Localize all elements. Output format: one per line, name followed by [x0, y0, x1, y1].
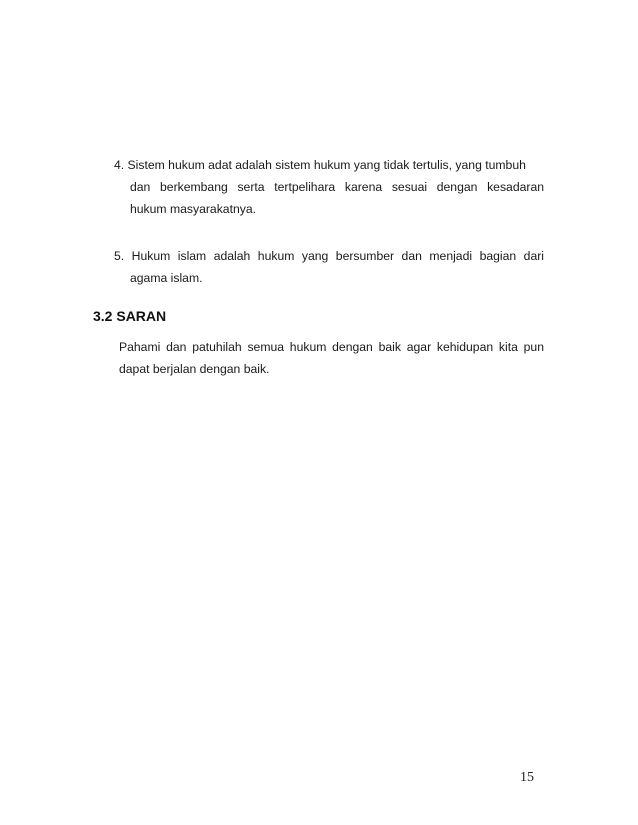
- saran-line-2: dapat berjalan dengan baik.: [119, 362, 270, 376]
- conclusion-item-4: [114, 154, 544, 220]
- section-heading-saran: 3.2 SARAN: [93, 308, 167, 324]
- item-5-line-2: agama islam.: [130, 271, 203, 285]
- saran-paragraph: [119, 336, 544, 380]
- conclusion-item-5: [114, 245, 544, 289]
- item-4-line-3: hukum masyarakatnya.: [130, 202, 256, 216]
- item-4-line-1: 4. Sistem hukum adat adalah sistem hukum yang tidak tertulis, yang tumbuh: [114, 158, 526, 172]
- page-number: 15: [520, 770, 534, 785]
- item-5-line-1: 5. Hukum islam adalah hukum yang bersumber dan menjadi bagian dari: [114, 249, 544, 263]
- saran-line-1: Pahami dan patuhilah semua hukum dengan baik agar kehidupan kita pun: [119, 340, 544, 354]
- item-4-line-2: dan berkembang serta tertpelihara karena sesuai dengan kesadaran: [130, 180, 544, 194]
